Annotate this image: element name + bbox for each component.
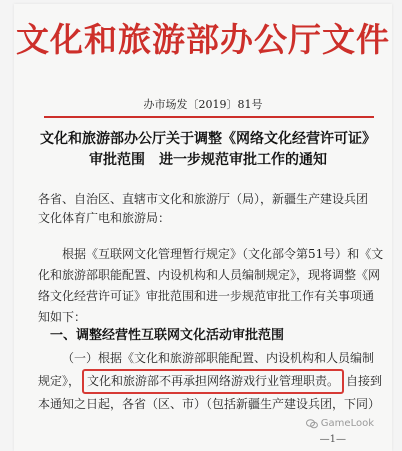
gamelook-watermark (306, 418, 374, 429)
paragraph-2-line-2 (38, 369, 383, 394)
recipients-block (38, 190, 378, 228)
red-separator-line (44, 116, 374, 118)
notice-title (38, 129, 378, 171)
paragraph-2-line-2-suffix: 自接到 (346, 374, 383, 388)
paragraph-2-line-2-prefix: 规定》， (38, 374, 81, 388)
recipients-line-1: 各省、自治区、直辖市文化和旅游厅（局），新疆生产建设兵团 (38, 192, 369, 206)
wechat-icon (306, 419, 318, 429)
notice-title-line-1: 文化和旅游部办公厅关于调整《网络文化经营许可证》 (40, 131, 376, 147)
agency-header-title: 文化和旅游部办公厅文件 (16, 20, 390, 59)
paragraph-1-line-3: 络文化经营许可证》审批范围和进一步规范审批工作有关事项通 (38, 289, 375, 303)
document-page (14, 4, 392, 451)
paragraph-1-line-1: 根据《互联网文化管理暂行规定》（文化部令第51号）和《文 (62, 247, 384, 261)
notice-title-line-2: 审批范围 进一步规范审批工作的通知 (89, 152, 327, 168)
watermark-text: GameLook (320, 418, 374, 429)
paragraph-1-line-4: 知如下： (38, 310, 87, 324)
paragraph-2 (38, 348, 383, 415)
paragraph-2-line-3: 本通知之日起，各省（区、市）（包括新疆生产建设兵团，下同） (38, 397, 381, 411)
page-number: —1— (319, 434, 346, 445)
section-1-heading: 一、调整经营性互联网文化活动审批范围 (50, 328, 285, 343)
recipients-line-2: 文化体育广电和旅游局： (38, 211, 171, 225)
highlighted-sentence: 文化和旅游部不再承担网络游戏行业管理职责。 (82, 369, 344, 394)
paragraph-2-line-1: （一）根据《文化和旅游部职能配置、内设机构和人员编制 (62, 351, 375, 365)
paragraph-1-line-2: 化和旅游部职能配置、内设机构和人员编制规定》，现将调整《网 (38, 268, 381, 282)
paragraph-1 (38, 244, 384, 328)
document-number: 办市场发〔2019〕81号 (143, 98, 263, 111)
